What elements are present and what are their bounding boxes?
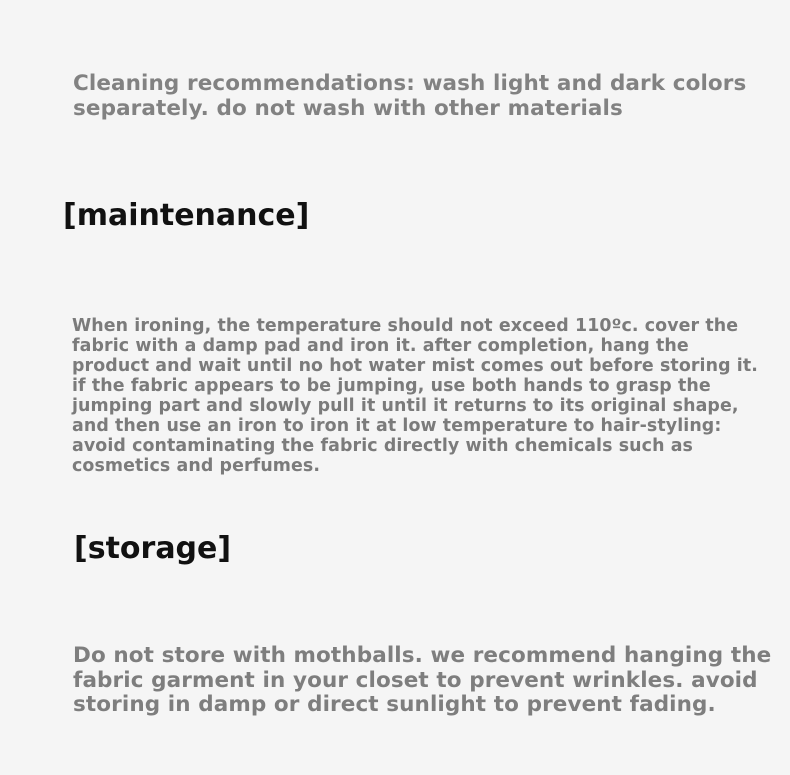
text-line: if the fabric appears to be jumping, use both hands to grasp the [72, 376, 711, 396]
text-line: fabric with a damp pad and iron it. after completion, hang the [72, 336, 689, 356]
text-line: separately. do not wash with other materials [73, 96, 623, 121]
text-line: jumping part and slowly pull it until it returns to its original shape, [72, 396, 739, 416]
maintenance-text [72, 316, 772, 476]
text-line: storing in damp or direct sunlight to prevent fading. [73, 692, 716, 717]
storage-heading: [storage] [74, 531, 232, 566]
text-line: product and wait until no hot water mist comes out before storing it. [72, 356, 758, 376]
text-line: When ironing, the temperature should not exceed 110ºc. cover the [72, 316, 739, 336]
text-line: fabric garment in your closet to prevent wrinkles. avoid [73, 667, 758, 693]
maintenance-heading: [maintenance] [63, 198, 310, 233]
text-line: and then use an iron to iron it at low temperature to hair-styling: [72, 416, 722, 436]
text-line: avoid contaminating the fabric directly with chemicals such as [72, 436, 693, 456]
text-line: Do not store with mothballs. we recommend hanging the [73, 643, 772, 668]
storage-text [73, 644, 773, 718]
text-line: cosmetics and perfumes. [72, 456, 321, 476]
text-line: Cleaning recommendations: wash light and dark colors [73, 71, 747, 96]
cleaning-recommendations-text [73, 71, 773, 121]
